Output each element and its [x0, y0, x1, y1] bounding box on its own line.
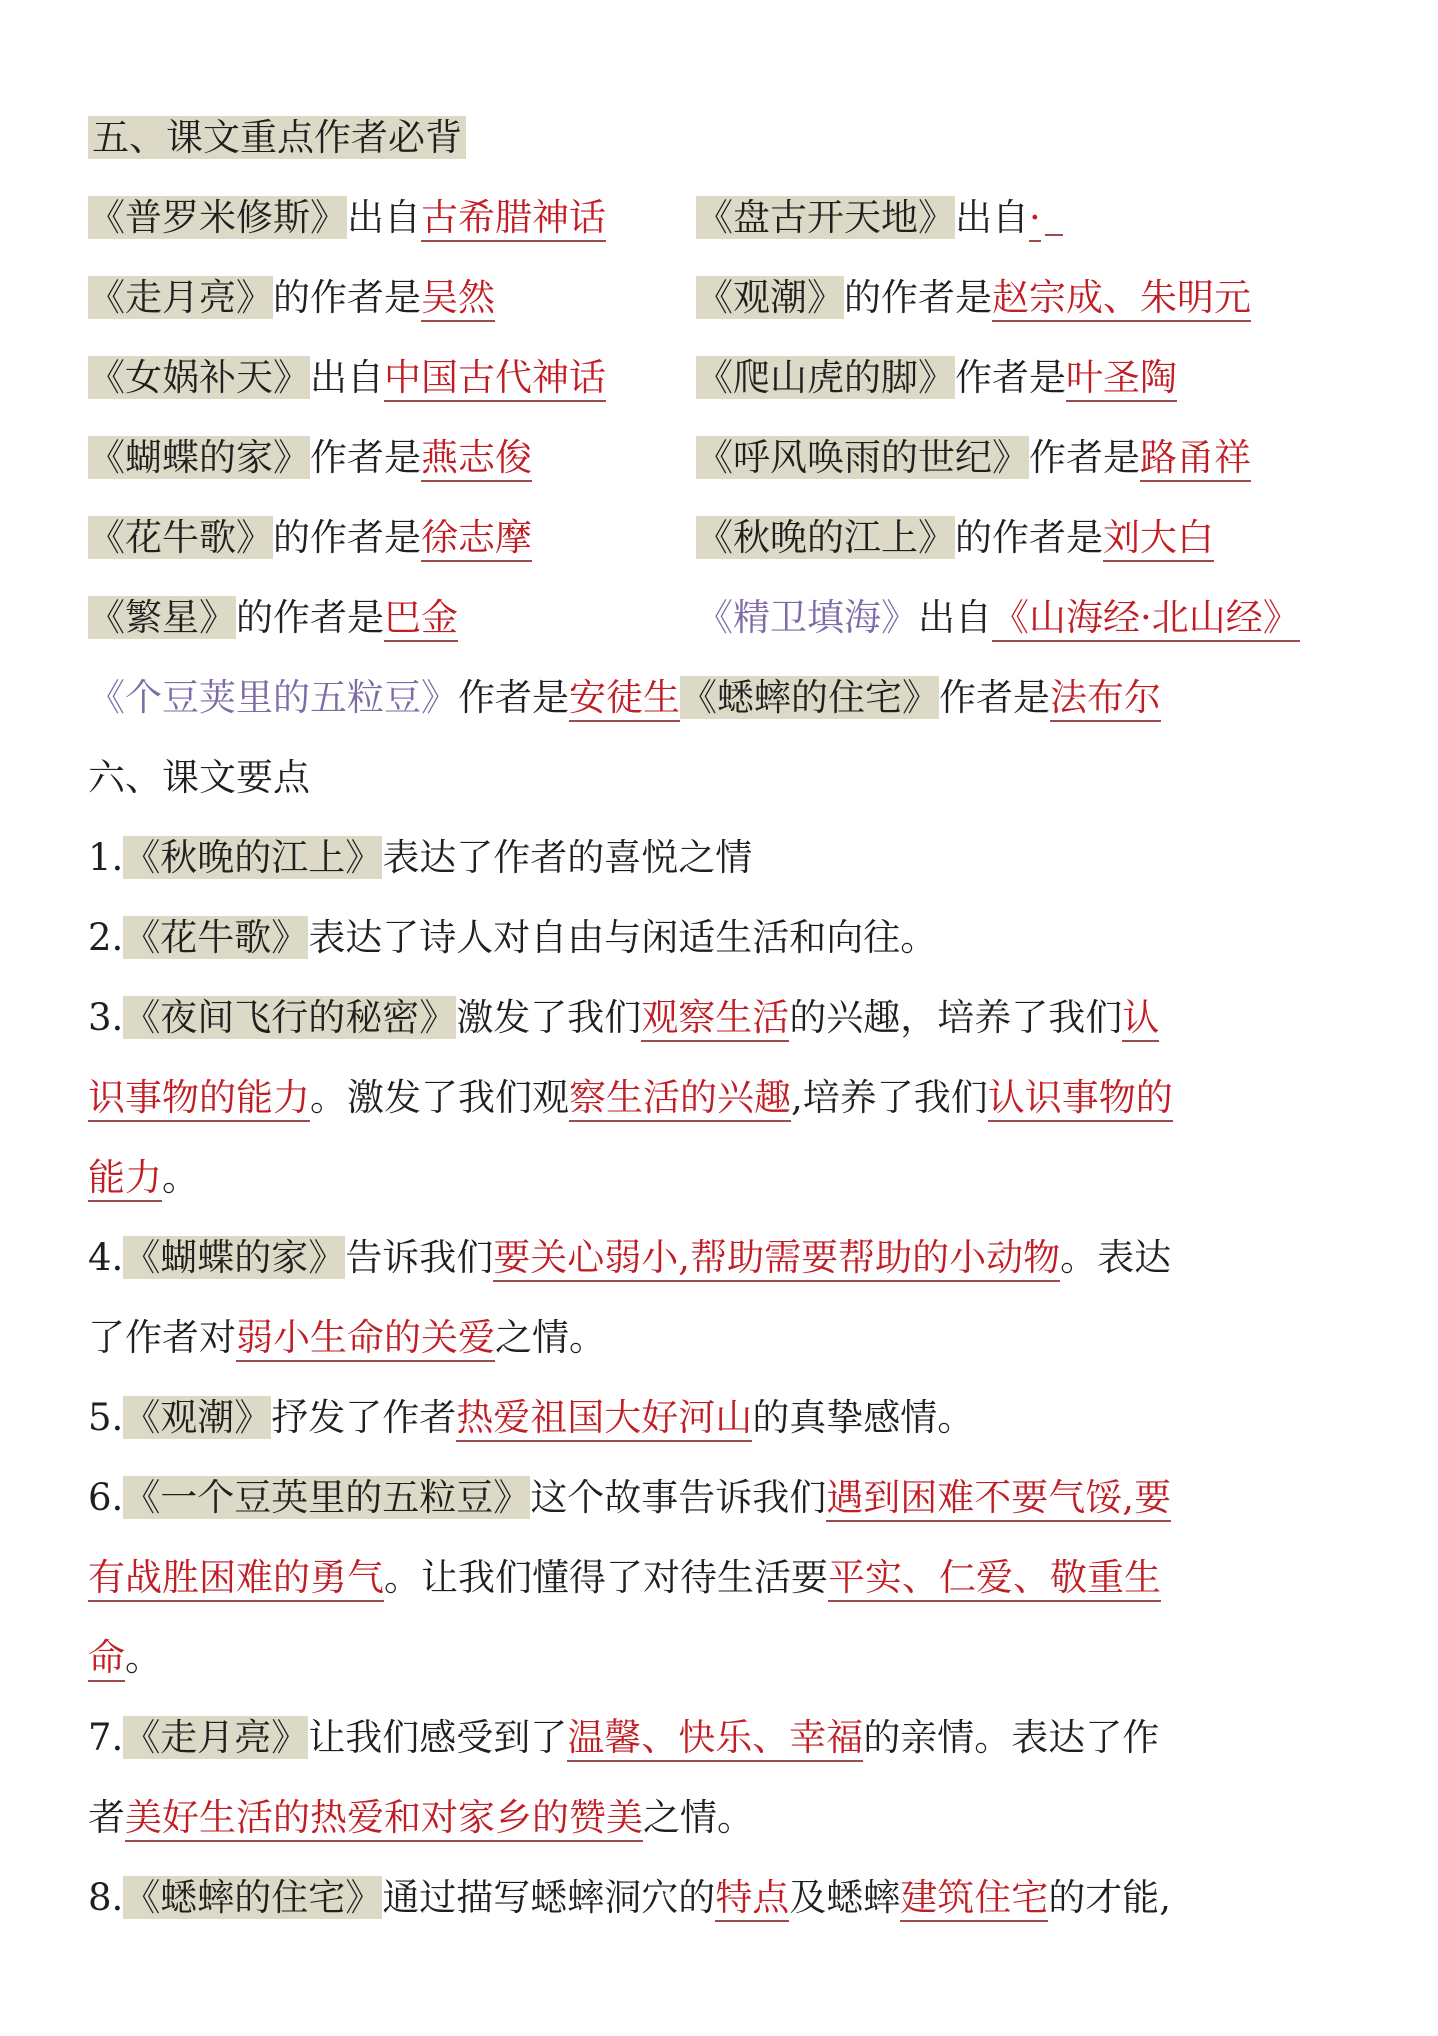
relation-text: 作者是: [310, 436, 421, 479]
plain-text: 。: [162, 1156, 199, 1199]
author-row: [88, 342, 1177, 414]
author-row-col2: [696, 502, 1214, 574]
key-point-line: [88, 1302, 606, 1374]
plain-text: 6.: [88, 1476, 124, 1519]
book-title: 《普罗米修斯》: [88, 196, 347, 239]
author-row: [88, 662, 1161, 734]
key-phrase: 观察生活: [641, 996, 789, 1042]
lesson-title: 《走月亮》: [123, 1716, 309, 1759]
plain-text: 4.: [88, 1236, 124, 1279]
answer-text: 刘大白: [1103, 516, 1214, 562]
key-phrase: 建筑住宅: [900, 1876, 1048, 1922]
relation-text: 作者是: [1029, 436, 1140, 479]
answer-text: 安徒生: [569, 676, 680, 722]
answer-text: 吴然: [421, 276, 495, 322]
author-row-col2: [696, 182, 1063, 254]
answer-text: 赵宗成、朱明元: [992, 276, 1251, 322]
plain-text: 的真挚感情。: [752, 1396, 975, 1439]
relation-text: 的作者是: [955, 516, 1103, 559]
book-title: 《精卫填海》: [696, 596, 918, 639]
lesson-title: 《一个豆英里的五粒豆》: [123, 1476, 531, 1519]
plain-text: 2.: [88, 916, 124, 959]
key-point-line: [88, 1862, 1171, 1934]
key-point-line: [88, 1222, 1171, 1294]
key-point-line: [88, 1782, 754, 1854]
plain-text: 表达了作者的喜悦之情: [382, 836, 753, 879]
section5-heading-line: [88, 102, 466, 174]
author-row-col2: [696, 582, 1300, 654]
book-title: 《花牛歌》: [88, 516, 273, 559]
section6-heading-line: [88, 742, 310, 814]
plain-text: 表达了诗人对自由与闲适生活和向往。: [308, 916, 938, 959]
relation-text: 的作者是: [273, 516, 421, 559]
section6-title: 六、课文要点: [88, 756, 310, 799]
author-row: [88, 502, 1214, 574]
key-phrase: 美好生活的热爱和对家乡的赞美: [125, 1796, 643, 1842]
author-row: [88, 262, 1251, 334]
answer-text: 路甬祥: [1140, 436, 1251, 482]
author-row-col2: [696, 422, 1251, 494]
key-phrase: 特点: [715, 1876, 789, 1922]
answer-text: 巴金: [384, 596, 458, 642]
lesson-title: 《秋晚的江上》: [123, 836, 383, 879]
relation-text: 出自: [918, 596, 992, 639]
relation-text: 出自: [347, 196, 421, 239]
answer-text: 《山海经·北山经》: [992, 596, 1300, 642]
key-point-line: [88, 1142, 199, 1214]
author-row: [88, 182, 1041, 254]
key-phrase: 要关心弱小,帮助需要帮助的小动物: [493, 1236, 1060, 1282]
plain-text: 1.: [88, 836, 124, 879]
answer-text: 中国古代神话: [384, 356, 606, 402]
key-point-line: [88, 902, 937, 974]
plain-text: 告诉我们: [345, 1236, 494, 1279]
book-title: 《盘古开天地》: [696, 196, 955, 239]
book-title: 《繁星》: [88, 596, 236, 639]
plain-text: 抒发了作者: [271, 1396, 457, 1439]
author-row: [88, 422, 1251, 494]
relation-text: 的作者是: [844, 276, 992, 319]
lesson-title: 《蝴蝶的家》: [123, 1236, 346, 1279]
author-row-col2: [696, 262, 1251, 334]
key-phrase: 有战胜困难的勇气: [88, 1556, 384, 1602]
lesson-title: 《花牛歌》: [123, 916, 309, 959]
key-phrase: 命: [88, 1636, 125, 1682]
key-phrase: 认识事物的: [988, 1076, 1173, 1122]
plain-text: 3.: [88, 996, 124, 1039]
answer-text: 古希腊神话: [421, 196, 606, 242]
key-phrase: 热爱祖国大好河山: [456, 1396, 752, 1442]
answer-text: ·: [1029, 196, 1041, 242]
author-row-col2: [696, 342, 1177, 414]
plain-text: 8.: [88, 1876, 124, 1919]
relation-text: 作者是: [939, 676, 1050, 719]
book-title: 《爬山虎的脚》: [696, 356, 955, 399]
plain-text: 的亲情。表达了作: [863, 1716, 1160, 1759]
key-phrase: 认: [1122, 996, 1159, 1042]
plain-text: 让我们感受到了: [308, 1716, 568, 1759]
author-row: [88, 582, 1300, 654]
lesson-title: 《夜间飞行的秘密》: [123, 996, 457, 1039]
relation-text: 的作者是: [236, 596, 384, 639]
key-phrase: 弱小生命的关爱: [236, 1316, 495, 1362]
key-phrase: 遇到困难不要气馁,要: [826, 1476, 1171, 1522]
book-title: 《秋晚的江上》: [696, 516, 955, 559]
key-point-line: [88, 1062, 1173, 1134]
lesson-title: 《观潮》: [123, 1396, 272, 1439]
key-point-line: [88, 1702, 1159, 1774]
key-point-line: [88, 1542, 1161, 1614]
relation-text: 出自: [310, 356, 384, 399]
relation-text: 作者是: [955, 356, 1066, 399]
plain-text: 了作者对: [88, 1316, 236, 1359]
key-phrase: 温馨、快乐、幸福: [567, 1716, 863, 1762]
answer-text: 徐志摩: [421, 516, 532, 562]
key-point-line: [88, 822, 752, 894]
plain-text: 。表达: [1060, 1236, 1172, 1279]
plain-text: 之情。: [643, 1796, 754, 1839]
key-phrase: 察生活的兴趣: [569, 1076, 791, 1122]
plain-text: 之情。: [495, 1316, 606, 1359]
answer-text: 叶圣陶: [1066, 356, 1177, 402]
answer-blank-underline: [1045, 198, 1063, 236]
relation-text: 作者是: [458, 676, 569, 719]
section5-title: 五、课文重点作者必背: [88, 116, 466, 159]
plain-text: 。激发了我们观: [310, 1076, 569, 1119]
book-title: 《呼风唤雨的世纪》: [696, 436, 1029, 479]
plain-text: 。让我们懂得了对待生活要: [384, 1556, 828, 1599]
book-title: 《个豆荚里的五粒豆》: [88, 676, 458, 719]
plain-text: 激发了我们: [456, 996, 642, 1039]
plain-text: 这个故事告诉我们: [530, 1476, 827, 1519]
plain-text: 及蟋蟀: [789, 1876, 901, 1919]
plain-text: 通过描写蟋蟀洞穴的: [382, 1876, 716, 1919]
book-title: 《观潮》: [696, 276, 844, 319]
plain-text: 的才能,: [1048, 1876, 1172, 1919]
relation-text: 的作者是: [273, 276, 421, 319]
plain-text: 7.: [88, 1716, 124, 1759]
plain-text: 。: [125, 1636, 162, 1679]
key-point-line: [88, 1462, 1171, 1534]
plain-text: 者: [88, 1796, 125, 1839]
key-point-line: [88, 982, 1159, 1054]
lesson-title: 《蟋蟀的住宅》: [123, 1876, 383, 1919]
plain-text: ,培养了我们: [791, 1076, 988, 1119]
key-phrase: 平实、仁爱、敬重生: [828, 1556, 1161, 1602]
relation-text: 出自: [955, 196, 1029, 239]
book-title: 《蝴蝶的家》: [88, 436, 310, 479]
key-phrase: 能力: [88, 1156, 162, 1202]
answer-text: 燕志俊: [421, 436, 532, 482]
key-point-line: [88, 1382, 974, 1454]
answer-text: 法布尔: [1050, 676, 1161, 722]
book-title: 《走月亮》: [88, 276, 273, 319]
book-title: 《蟋蟀的住宅》: [680, 676, 939, 719]
plain-text: 的兴趣，培养了我们: [789, 996, 1123, 1039]
plain-text: 5.: [88, 1396, 124, 1439]
key-point-line: [88, 1622, 162, 1694]
key-phrase: 识事物的能力: [88, 1076, 310, 1122]
book-title: 《女娲补天》: [88, 356, 310, 399]
